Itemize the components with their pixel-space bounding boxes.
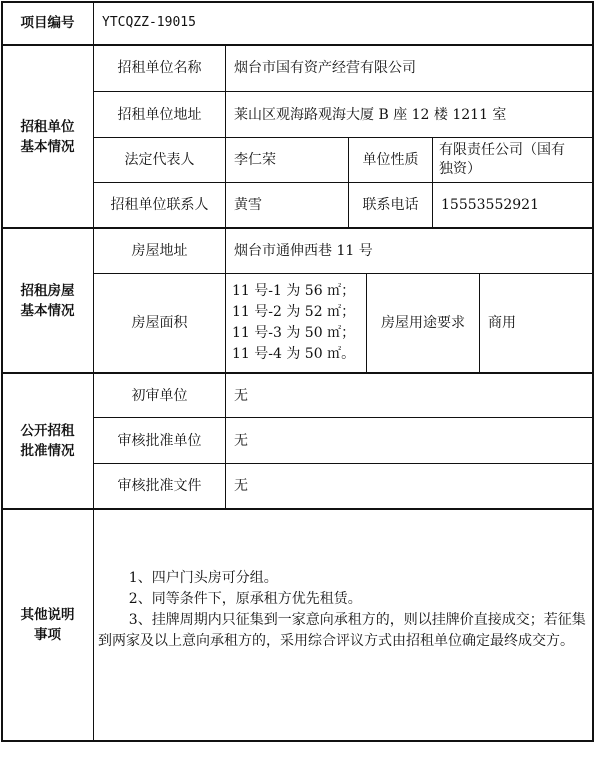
- approval-unit-label: 审核批准单位: [117, 432, 202, 449]
- lessor-contact-value: 黄雪: [234, 197, 262, 213]
- phone-label: 联系电话: [362, 197, 419, 213]
- unit-nature-label: 单位性质: [362, 152, 419, 168]
- property-use-value: 商用: [488, 315, 516, 331]
- approval-doc-value: 无: [234, 478, 248, 494]
- approval-section-title-line1: 公开招租: [20, 423, 75, 439]
- project-no-value: YTCQZZ-19015: [102, 15, 196, 30]
- note-item: 1、四户门头房可分组。: [128, 570, 278, 586]
- note-item: 3、挂牌周期内只征集到一家意向承租方的，则以挂牌价直接成交；若征集到两家及以上意向承租方的，采用综合评议方式由招租单位确定最终成交方。: [98, 612, 586, 649]
- property-section-title: [2, 229, 93, 372]
- table-border-bottom: [1, 740, 594, 742]
- property-area-value: [226, 274, 366, 372]
- lessor-section-title-line1: 招租单位: [20, 118, 75, 135]
- lessor-contact-label: 招租单位联系人: [110, 197, 209, 213]
- approval-section-title: [2, 374, 93, 508]
- area-line: 11 号-1 为 56 ㎡；: [232, 283, 356, 299]
- lessor-address-label: 招租单位地址: [117, 106, 202, 123]
- initial-review-value: 无: [234, 387, 248, 404]
- approval-section-title-line2: 批准情况: [20, 443, 75, 459]
- area-line: 11 号-3 为 50 ㎡；: [232, 325, 356, 341]
- initial-review-label: 初审单位: [131, 387, 188, 404]
- approval-doc-label: 审核批准文件: [117, 478, 202, 494]
- unit-nature-value-line2: 独资）: [439, 161, 481, 177]
- approval-unit-value: 无: [234, 432, 248, 449]
- property-area-label: 房屋面积: [131, 315, 188, 331]
- property-section-title-line2: 基本情况: [20, 302, 75, 319]
- legal-rep-label: 法定代表人: [124, 152, 195, 168]
- phone-value: 15553552921: [441, 197, 539, 213]
- lessor-name-value: 烟台市国有资产经营有限公司: [234, 60, 416, 76]
- lessor-address-value: 莱山区观海路观海大厦 B 座 12 楼 1211 室: [234, 106, 507, 123]
- property-section-title-line1: 招租房屋: [20, 282, 75, 299]
- legal-rep-value: 李仁荣: [234, 152, 276, 168]
- unit-nature-value: [433, 138, 592, 182]
- property-address-value: 烟台市通伸西巷 11 号: [234, 243, 373, 259]
- other-notes: [98, 568, 593, 652]
- lessor-section-title: [2, 46, 93, 227]
- area-line: 11 号-2 为 52 ㎡；: [232, 304, 356, 320]
- other-section-title-line1: 其他说明: [20, 607, 75, 623]
- property-use-label: 房屋用途要求: [381, 315, 465, 331]
- area-line: 11 号-4 为 50 ㎡。: [232, 346, 356, 362]
- lessor-section-title-line2: 基本情况: [20, 138, 75, 155]
- project-no-label: 项目编号: [20, 15, 75, 31]
- lessor-name-label: 招租单位名称: [117, 60, 202, 76]
- property-address-label: 房屋地址: [131, 243, 188, 259]
- other-section-title-line2: 事项: [34, 627, 61, 643]
- unit-nature-value-line1: 有限责任公司（国有: [439, 142, 565, 158]
- note-item: 2、同等条件下，原承租方优先租赁。: [128, 591, 362, 607]
- other-section-title: [2, 510, 93, 740]
